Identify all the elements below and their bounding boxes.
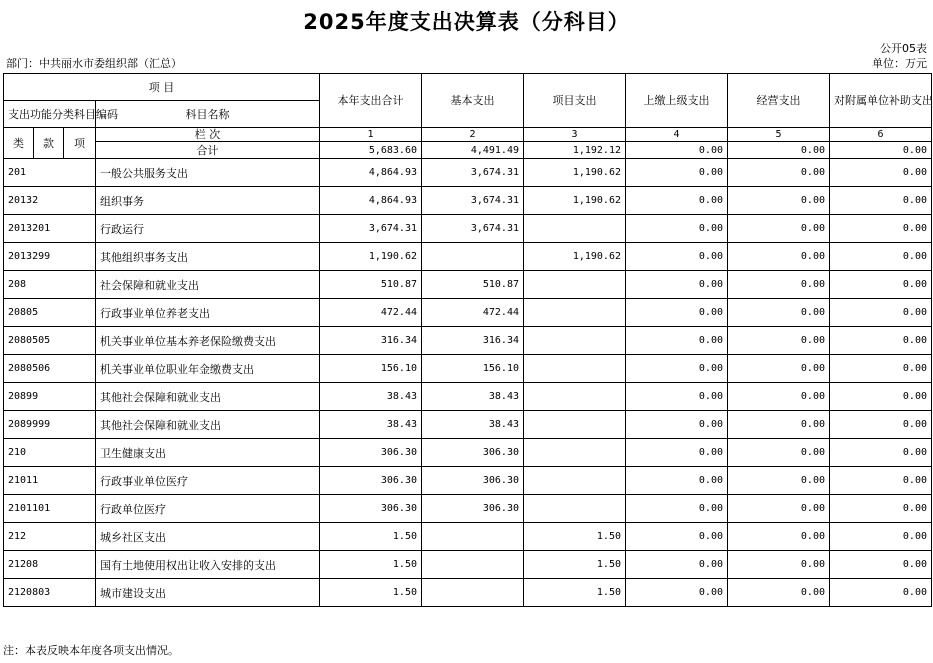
subject-code: 20805 — [4, 299, 96, 327]
value-cell: 0.00 — [830, 411, 932, 439]
value-cell: 0.00 — [626, 383, 728, 411]
value-cell: 0.00 — [830, 159, 932, 187]
page-title: 2025年度支出决算表（分科目） — [303, 10, 630, 34]
value-cell: 3,674.31 — [320, 215, 422, 243]
value-cell: 0.00 — [728, 551, 830, 579]
value-cell: 0.00 — [830, 271, 932, 299]
subject-code: 2101101 — [4, 495, 96, 523]
value-cell: 472.44 — [422, 299, 524, 327]
value-cell: 1,190.62 — [524, 159, 626, 187]
value-cell: 3,674.31 — [422, 187, 524, 215]
expenditure-table — [3, 73, 932, 607]
unit-label: 单位：万元 — [872, 57, 927, 70]
subject-code: 2013299 — [4, 243, 96, 271]
header-lei: 类 — [4, 128, 34, 159]
footnote: 注：本表反映本年度各项支出情况。 — [3, 644, 179, 657]
value-cell: 306.30 — [422, 439, 524, 467]
col-num-5: 5 — [728, 128, 830, 142]
total-value: 4,491.49 — [422, 142, 524, 159]
value-cell: 306.30 — [320, 467, 422, 495]
subject-name: 其他组织事务支出 — [96, 243, 320, 271]
value-cell: 38.43 — [422, 411, 524, 439]
table-row — [4, 495, 932, 523]
subject-name: 卫生健康支出 — [96, 439, 320, 467]
value-cell — [524, 215, 626, 243]
value-cell: 1.50 — [524, 551, 626, 579]
table-row — [4, 159, 932, 187]
value-cell: 510.87 — [422, 271, 524, 299]
total-value: 0.00 — [728, 142, 830, 159]
subject-name: 机关事业单位职业年金缴费支出 — [96, 355, 320, 383]
header-column-label: 栏 次 — [96, 128, 320, 142]
col-num-2: 2 — [422, 128, 524, 142]
value-cell — [524, 299, 626, 327]
header-subject-name: 科目名称 — [96, 101, 320, 128]
table-row — [4, 299, 932, 327]
header-col-6: 对附属单位补助支出 — [830, 74, 932, 128]
table-row — [4, 411, 932, 439]
subject-name: 社会保障和就业支出 — [96, 271, 320, 299]
header-item: 项 目 — [4, 74, 320, 101]
subject-code: 20132 — [4, 187, 96, 215]
header-col-4: 上缴上级支出 — [626, 74, 728, 128]
value-cell: 4,864.93 — [320, 187, 422, 215]
subject-code: 2089999 — [4, 411, 96, 439]
value-cell: 0.00 — [728, 579, 830, 607]
col-num-6: 6 — [830, 128, 932, 142]
value-cell: 0.00 — [626, 159, 728, 187]
subject-code: 210 — [4, 439, 96, 467]
total-row — [4, 142, 932, 159]
value-cell: 0.00 — [728, 383, 830, 411]
value-cell: 0.00 — [728, 215, 830, 243]
value-cell — [422, 551, 524, 579]
subject-code: 2080505 — [4, 327, 96, 355]
value-cell: 156.10 — [320, 355, 422, 383]
subject-code: 212 — [4, 523, 96, 551]
value-cell: 0.00 — [830, 187, 932, 215]
total-value: 1,192.12 — [524, 142, 626, 159]
header-xiang: 项 — [64, 128, 96, 159]
value-cell: 0.00 — [626, 551, 728, 579]
subject-name: 组织事务 — [96, 187, 320, 215]
total-label: 合计 — [96, 142, 320, 159]
value-cell: 1,190.62 — [524, 187, 626, 215]
table-row — [4, 271, 932, 299]
value-cell: 0.00 — [728, 495, 830, 523]
table-row — [4, 187, 932, 215]
table-row — [4, 467, 932, 495]
value-cell: 38.43 — [422, 383, 524, 411]
table-row — [4, 327, 932, 355]
value-cell: 316.34 — [422, 327, 524, 355]
value-cell — [422, 243, 524, 271]
value-cell — [524, 383, 626, 411]
value-cell: 0.00 — [830, 215, 932, 243]
header-col-3: 项目支出 — [524, 74, 626, 128]
value-cell: 0.00 — [728, 187, 830, 215]
value-cell: 306.30 — [320, 495, 422, 523]
col-num-1: 1 — [320, 128, 422, 142]
table-row — [4, 355, 932, 383]
value-cell: 4,864.93 — [320, 159, 422, 187]
subject-name: 行政事业单位养老支出 — [96, 299, 320, 327]
value-cell: 0.00 — [626, 523, 728, 551]
value-cell: 0.00 — [626, 355, 728, 383]
value-cell: 0.00 — [626, 299, 728, 327]
value-cell: 0.00 — [626, 467, 728, 495]
value-cell — [524, 271, 626, 299]
value-cell: 0.00 — [728, 271, 830, 299]
value-cell — [524, 439, 626, 467]
value-cell — [524, 411, 626, 439]
table-row — [4, 215, 932, 243]
value-cell: 472.44 — [320, 299, 422, 327]
header-col-2: 基本支出 — [422, 74, 524, 128]
subject-name: 行政单位医疗 — [96, 495, 320, 523]
subject-name: 一般公共服务支出 — [96, 159, 320, 187]
value-cell: 306.30 — [422, 495, 524, 523]
value-cell: 0.00 — [626, 579, 728, 607]
header-col-5: 经营支出 — [728, 74, 830, 128]
subject-name: 其他社会保障和就业支出 — [96, 383, 320, 411]
table-row — [4, 243, 932, 271]
subject-code: 2013201 — [4, 215, 96, 243]
total-value: 5,683.60 — [320, 142, 422, 159]
value-cell: 0.00 — [728, 243, 830, 271]
subject-code: 21208 — [4, 551, 96, 579]
value-cell: 38.43 — [320, 411, 422, 439]
form-code: 公开05表 — [880, 42, 927, 55]
col-num-3: 3 — [524, 128, 626, 142]
value-cell: 510.87 — [320, 271, 422, 299]
table-row — [4, 579, 932, 607]
value-cell: 156.10 — [422, 355, 524, 383]
subject-code: 2120803 — [4, 579, 96, 607]
value-cell: 3,674.31 — [422, 215, 524, 243]
value-cell: 0.00 — [728, 411, 830, 439]
value-cell: 0.00 — [830, 579, 932, 607]
subject-code: 2080506 — [4, 355, 96, 383]
value-cell: 0.00 — [626, 411, 728, 439]
table-row — [4, 383, 932, 411]
value-cell: 1.50 — [320, 551, 422, 579]
value-cell: 0.00 — [728, 159, 830, 187]
value-cell: 0.00 — [830, 383, 932, 411]
value-cell: 0.00 — [830, 355, 932, 383]
value-cell — [524, 355, 626, 383]
subject-name: 城乡社区支出 — [96, 523, 320, 551]
value-cell: 0.00 — [830, 243, 932, 271]
subject-code: 20899 — [4, 383, 96, 411]
subject-name: 国有土地使用权出让收入安排的支出 — [96, 551, 320, 579]
subject-name: 机关事业单位基本养老保险缴费支出 — [96, 327, 320, 355]
header-row-3 — [4, 128, 932, 142]
subject-name: 行政事业单位医疗 — [96, 467, 320, 495]
value-cell: 0.00 — [830, 327, 932, 355]
value-cell: 1,190.62 — [524, 243, 626, 271]
value-cell: 0.00 — [728, 467, 830, 495]
value-cell: 0.00 — [626, 327, 728, 355]
header-kuan: 款 — [34, 128, 64, 159]
table-row — [4, 551, 932, 579]
value-cell — [524, 495, 626, 523]
department-label: 部门：中共丽水市委组织部（汇总） — [6, 57, 182, 70]
value-cell: 0.00 — [728, 355, 830, 383]
value-cell — [422, 523, 524, 551]
value-cell — [422, 579, 524, 607]
value-cell: 1.50 — [524, 579, 626, 607]
value-cell: 0.00 — [830, 495, 932, 523]
value-cell: 0.00 — [728, 439, 830, 467]
value-cell: 0.00 — [830, 467, 932, 495]
value-cell: 0.00 — [626, 271, 728, 299]
value-cell: 1.50 — [320, 523, 422, 551]
value-cell: 3,674.31 — [422, 159, 524, 187]
value-cell: 0.00 — [830, 523, 932, 551]
value-cell: 0.00 — [830, 299, 932, 327]
total-value: 0.00 — [830, 142, 932, 159]
value-cell: 0.00 — [626, 243, 728, 271]
value-cell — [524, 467, 626, 495]
value-cell: 0.00 — [626, 187, 728, 215]
col-num-4: 4 — [626, 128, 728, 142]
value-cell: 0.00 — [728, 299, 830, 327]
subject-name: 行政运行 — [96, 215, 320, 243]
subject-name: 其他社会保障和就业支出 — [96, 411, 320, 439]
value-cell: 306.30 — [422, 467, 524, 495]
value-cell: 0.00 — [728, 327, 830, 355]
value-cell: 0.00 — [830, 551, 932, 579]
value-cell: 0.00 — [626, 495, 728, 523]
value-cell: 1.50 — [320, 579, 422, 607]
header-col-1: 本年支出合计 — [320, 74, 422, 128]
total-value: 0.00 — [626, 142, 728, 159]
table-row — [4, 439, 932, 467]
value-cell: 0.00 — [830, 439, 932, 467]
header-row-1 — [4, 74, 932, 101]
value-cell: 306.30 — [320, 439, 422, 467]
subject-code: 208 — [4, 271, 96, 299]
subject-name: 城市建设支出 — [96, 579, 320, 607]
value-cell — [524, 327, 626, 355]
value-cell: 0.00 — [626, 215, 728, 243]
value-cell: 1.50 — [524, 523, 626, 551]
table-row — [4, 523, 932, 551]
value-cell: 1,190.62 — [320, 243, 422, 271]
value-cell: 316.34 — [320, 327, 422, 355]
value-cell: 0.00 — [728, 523, 830, 551]
value-cell: 38.43 — [320, 383, 422, 411]
subject-code: 21011 — [4, 467, 96, 495]
value-cell: 0.00 — [626, 439, 728, 467]
subject-code: 201 — [4, 159, 96, 187]
header-func-code: 支出功能分类科目编码 — [4, 101, 96, 128]
